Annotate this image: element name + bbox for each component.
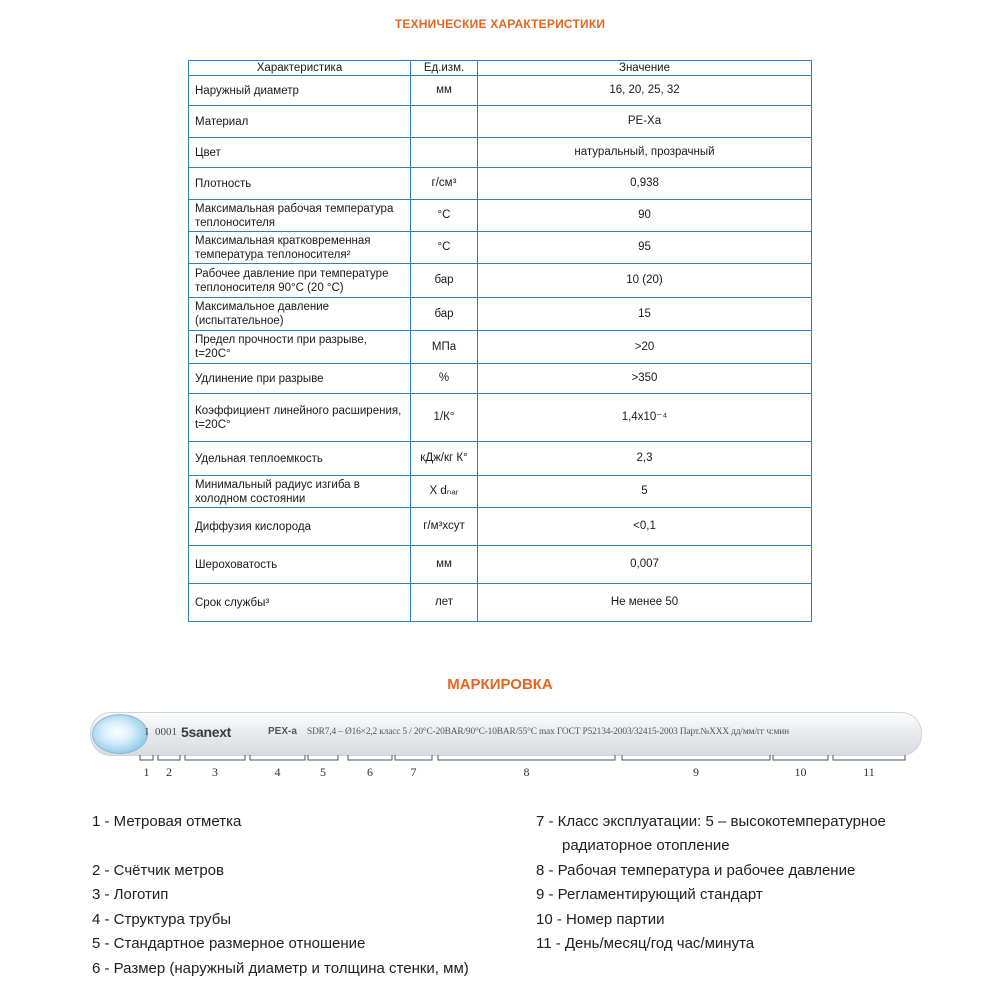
segment-bracket: [185, 755, 245, 760]
table-row: [189, 264, 812, 298]
unit-cell: %: [411, 364, 478, 394]
characteristic-cell: Материал: [189, 106, 411, 138]
characteristic-cell: Максимальное давление (испытательное): [189, 298, 411, 331]
unit-cell: мм: [411, 76, 478, 106]
table-row: [189, 394, 812, 442]
legend-item: 8 - Рабочая температура и рабочее давление: [536, 862, 856, 879]
segment-bracket: [438, 755, 615, 760]
value-cell: PE-Xa: [478, 106, 812, 138]
table-row: [189, 364, 812, 394]
header-unit: Ед.изм.: [411, 61, 478, 76]
segment-number: 8: [523, 765, 530, 779]
characteristic-cell: Наружный диаметр: [189, 76, 411, 106]
unit-cell: бар: [411, 298, 478, 331]
segment-bracket: [308, 755, 338, 760]
table-row: [189, 168, 812, 200]
value-cell: 95: [478, 232, 812, 264]
table-row: [189, 298, 812, 331]
table-row: [189, 138, 812, 168]
table-row: [189, 331, 812, 364]
segment-bracket: [348, 755, 392, 760]
unit-cell: лет: [411, 584, 478, 622]
characteristic-cell: Максимальная рабочая температура теплоносителя: [189, 200, 411, 232]
characteristic-cell: Коэффициент линейного расширения, t=20С°: [189, 394, 411, 442]
table-row: [189, 106, 812, 138]
segment-number: 5: [320, 765, 326, 779]
unit-cell: бар: [411, 264, 478, 298]
characteristic-cell: Шероховатость: [189, 546, 411, 584]
unit-cell: °С: [411, 200, 478, 232]
table-row: [189, 584, 812, 622]
legend-item: 9 - Регламентирующий стандарт: [536, 886, 763, 903]
segment-bracket: [773, 755, 828, 760]
unit-cell: кДж/кг К°: [411, 442, 478, 476]
legend-item: 11 - День/месяц/год час/минута: [536, 935, 755, 952]
value-cell: 10 (20): [478, 264, 812, 298]
legend-item: 6 - Размер (наружный диаметр и толщина стенки, мм): [92, 960, 469, 977]
header-characteristic: Характеристика: [189, 61, 411, 76]
segment-bracket: [158, 755, 180, 760]
characteristic-cell: Срок службы³: [189, 584, 411, 622]
segment-number: 4: [274, 765, 281, 779]
characteristic-cell: Удельная теплоемкость: [189, 442, 411, 476]
unit-cell: [411, 138, 478, 168]
table-row: [189, 232, 812, 264]
value-cell: >20: [478, 331, 812, 364]
segment-number: 7: [410, 765, 417, 779]
unit-cell: °С: [411, 232, 478, 264]
table-row: [189, 546, 812, 584]
value-cell: 0,938: [478, 168, 812, 200]
characteristic-cell: Плотность: [189, 168, 411, 200]
characteristic-cell: Предел прочности при разрыве, t=20С°: [189, 331, 411, 364]
segment-number: 9: [693, 765, 699, 779]
marking-title: МАРКИРОВКА: [447, 676, 553, 693]
value-cell: натуральный, прозрачный: [478, 138, 812, 168]
legend-item: 5 - Стандартное размерное отношение: [92, 935, 366, 952]
characteristic-cell: Минимальный радиус изгиба в холодном состоянии: [189, 476, 411, 508]
pipe-meter-mark: I: [145, 726, 149, 738]
segment-number: 3: [212, 765, 218, 779]
table-row: [189, 442, 812, 476]
legend-item: 3 - Логотип: [92, 886, 169, 903]
table-row: [189, 476, 812, 508]
segment-number: 1: [143, 765, 150, 779]
legend-item: 1 - Метровая отметка: [92, 813, 242, 830]
unit-cell: 1/К°: [411, 394, 478, 442]
table-row: [189, 200, 812, 232]
legend-item: 10 - Номер партии: [536, 911, 665, 928]
unit-cell: мм: [411, 546, 478, 584]
segment-bracket: [395, 755, 432, 760]
segment-bracket: [140, 755, 153, 760]
legend-item: радиаторное отопление: [562, 837, 730, 854]
segment-bracket: [833, 755, 905, 760]
value-cell: Не менее 50: [478, 584, 812, 622]
characteristic-cell: Цвет: [189, 138, 411, 168]
value-cell: 15: [478, 298, 812, 331]
value-cell: <0,1: [478, 508, 812, 546]
segment-number: 2: [166, 765, 172, 779]
pipe-structure: PEX-a: [268, 726, 297, 737]
value-cell: 2,3: [478, 442, 812, 476]
pipe-cross-section: [92, 714, 148, 754]
segment-bracket: [250, 755, 305, 760]
characteristic-cell: Диффузия кислорода: [189, 508, 411, 546]
table-row: [189, 508, 812, 546]
value-cell: 16, 20, 25, 32: [478, 76, 812, 106]
segment-number: 10: [794, 765, 807, 779]
pipe-brand-logo: 5sanext: [181, 724, 232, 740]
value-cell: >350: [478, 364, 812, 394]
value-cell: 1,4x10⁻⁴: [478, 394, 812, 442]
value-cell: 5: [478, 476, 812, 508]
value-cell: 0,007: [478, 546, 812, 584]
table-header-row: [189, 61, 812, 76]
pipe-meter-counter: 0001: [155, 726, 177, 738]
segment-bracket: [622, 755, 770, 760]
table-row: [189, 76, 812, 106]
pipe-spec-text: SDR7,4 – Ø16×2,2 класс 5 / 20°С-20BAR/90°С-10BAR/55°С max ГОСТ Р52134-2003/32415-2003 Парт.№XXX дд/мм/гг ч:мин: [307, 727, 790, 737]
legend-item: 2 - Счётчик метров: [92, 862, 224, 879]
segment-number: 11: [863, 765, 875, 779]
characteristic-cell: Удлинение при разрыве: [189, 364, 411, 394]
characteristic-cell: Максимальная кратковременная температура теплоносителя²: [189, 232, 411, 264]
header-value: Значение: [478, 61, 812, 76]
segment-number: 6: [367, 765, 373, 779]
unit-cell: X dₙₐᵣ: [411, 476, 478, 508]
legend-item: 4 - Структура трубы: [92, 911, 232, 928]
unit-cell: г/м³хсут: [411, 508, 478, 546]
specs-title: ТЕХНИЧЕСКИЕ ХАРАКТЕРИСТИКИ: [394, 17, 606, 31]
value-cell: 90: [478, 200, 812, 232]
unit-cell: г/см³: [411, 168, 478, 200]
specs-table: [188, 60, 812, 622]
unit-cell: МПа: [411, 331, 478, 364]
legend-item: 7 - Класс эксплуатации: 5 – высокотемпературное: [536, 813, 886, 830]
unit-cell: [411, 106, 478, 138]
characteristic-cell: Рабочее давление при температуре теплоносителя 90°С (20 °С): [189, 264, 411, 298]
